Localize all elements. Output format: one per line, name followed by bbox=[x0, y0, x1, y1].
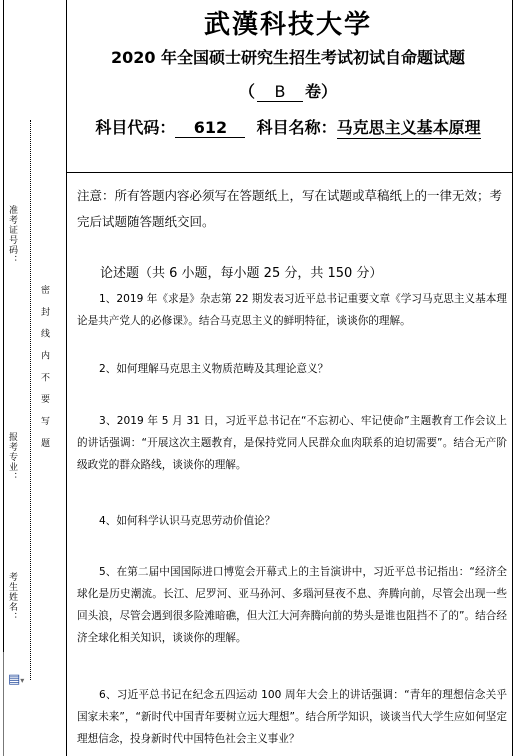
paper-type-open: （ bbox=[238, 82, 255, 101]
exam-notice: 注意：所有答题内容必须写在答题纸上，写在试题或草稿纸上的一律无效；考完后试题随答题纸交回。 bbox=[77, 188, 503, 229]
binding-notice: 密 封 线 内 不 要 写 题 bbox=[39, 285, 49, 453]
subject-name-label: 科目名称： bbox=[256, 118, 337, 137]
admission-number-label: 准考证号码： bbox=[7, 205, 17, 265]
question-1: 1、2019 年《求是》杂志第 22 期发表习近平总书记重要文章《学习马克思主义基本理论是共产党人的必修课》。结合马克思主义的鲜明特征，谈谈你的理解。 bbox=[77, 293, 507, 327]
subject-row bbox=[60, 115, 516, 139]
question-4: 4、如何科学认识马克思劳动价值论？ bbox=[99, 515, 276, 527]
question-3: 3、2019 年 5 月 31 日，习近平总书记在“不忘初心、牢记使命”主题教育工作会议上的讲话强调：“开展这次主题教育，是保持党同人民群众血肉联系的迫切需要”。结合无产阶级政党的群众路线，谈谈你的理解。 bbox=[77, 415, 507, 471]
paper-type-close: 卷） bbox=[305, 82, 338, 101]
subject-name-value: 马克思主义基本原理 bbox=[337, 115, 481, 139]
question-2: 2、如何理解马克思主义物质范畴及其理论意义？ bbox=[99, 363, 329, 375]
exam-title: 2020 年全国硕士研究生招生考试初试自命题试题 bbox=[110, 48, 466, 67]
subject-code-value: 612 bbox=[175, 118, 245, 138]
binding-line bbox=[30, 120, 31, 680]
major-label: 报考专业： bbox=[7, 432, 17, 482]
document-icon[interactable]: ▤▾ bbox=[8, 672, 25, 687]
margin-divider bbox=[66, 0, 67, 756]
subject-code-label: 科目代码： bbox=[95, 118, 176, 137]
question-5: 5、在第二届中国国际进口博览会开幕式上的主旨演讲中，习近平总书记指出：“经济全球化是历史潮流。长江、尼罗河、亚马孙河、多瑙河昼夜不息、奔腾向前，尽管会出现一些回头浪，尽管会遇到很多险滩暗礁，但大江大河奔腾向前的势头是谁也阻挡不了的”。结合经济全球化相关知识，谈谈你的理解。 bbox=[77, 566, 507, 644]
header-divider bbox=[66, 172, 513, 173]
section-heading: 论述题（共 6 小题，每小题 25 分，共 150 分） bbox=[100, 266, 383, 281]
paper-type-value: B bbox=[257, 82, 303, 102]
paper-type bbox=[60, 79, 516, 102]
university-name: 武漢科技大学 bbox=[203, 10, 372, 40]
question-6: 6、习近平总书记在纪念五四运动 100 周年大会上的讲话强调：“青年的理想信念关乎国家未来”，“新时代中国青年要树立远大理想”。结合所学知识，谈谈当代大学生应如何坚定理想信念，投身新时代中国特色社会主义事业？ bbox=[77, 689, 507, 745]
corner-line bbox=[3, 652, 4, 756]
name-label: 考生姓名： bbox=[7, 572, 17, 622]
